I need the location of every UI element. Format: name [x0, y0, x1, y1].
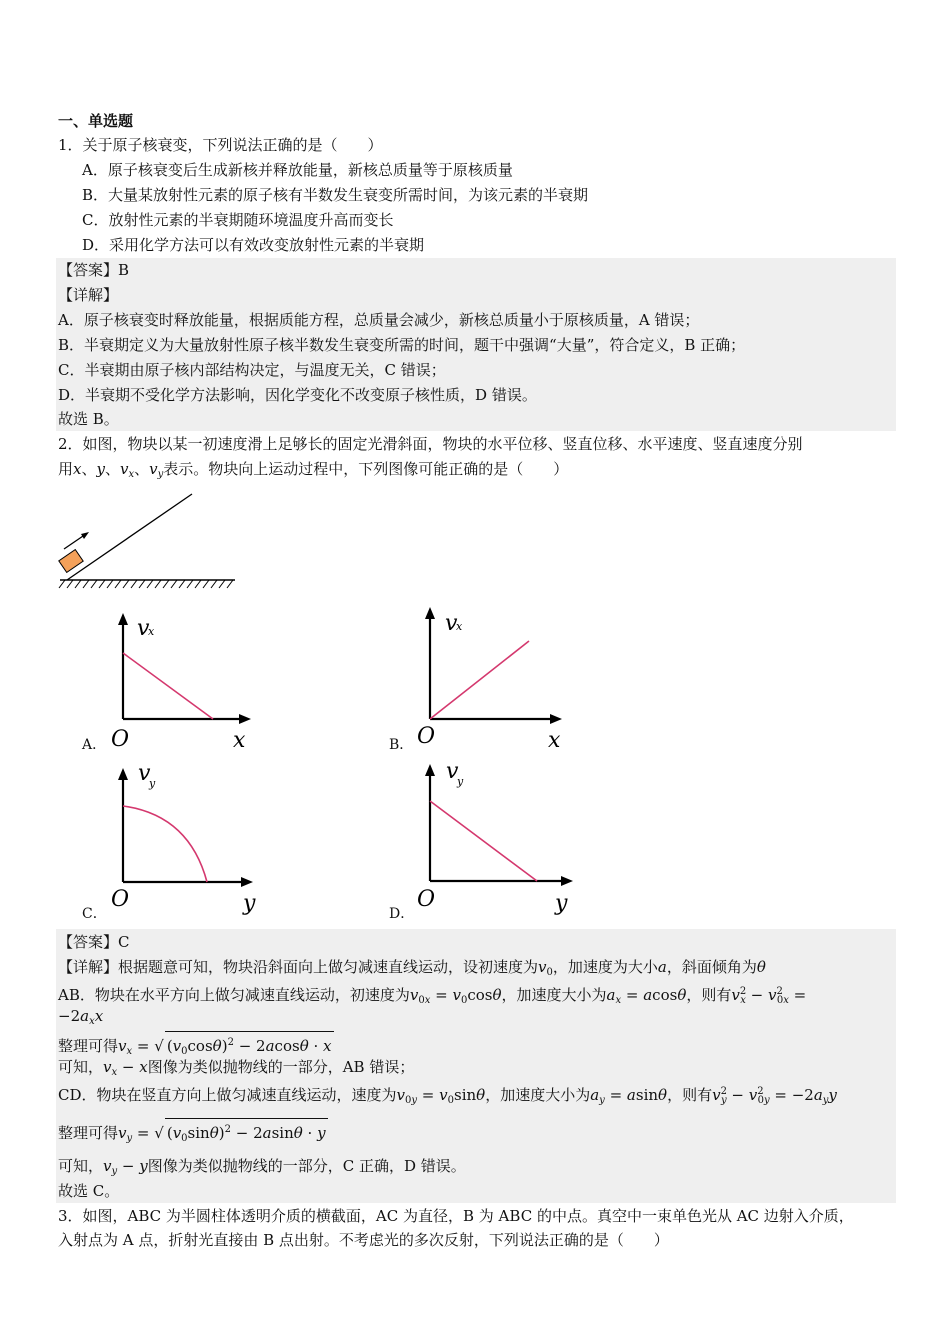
- graph-a-line: [123, 653, 213, 719]
- q2-cd-tidy: 整理可得$v_y$ = √ $(v_0\sin\theta)^2 - 2asin\theta \cdot y$: [58, 1118, 328, 1150]
- arrow-icon: [81, 532, 89, 539]
- q2-ab-tidy: 整理可得$v_x$ = √ $(v_0\cos\theta)^2 - 2acos\theta \cdot x$: [58, 1031, 334, 1063]
- graph-b-ysub: x: [456, 620, 463, 633]
- q2-stem-line1: 2．如图，物块以某一初速度滑上足够长的固定光滑斜面，物块的水平位移、竖直位移、水平速度、竖直速度分别: [58, 435, 803, 453]
- option-a-label[interactable]: A．: [82, 737, 107, 753]
- q2-answer: 【答案】C: [58, 933, 130, 951]
- graph-c-ysub: y: [149, 777, 156, 790]
- q3-line1: 3．如图，ABC 为半圆柱体透明介质的横截面，AC 为直径，B 为 ABC 的中点。真空中一束单色光从 AC 边射入介质，: [58, 1207, 854, 1225]
- q2-cd-line: CD．物块在竖直方向上做匀减速直线运动，速度为$v_{0y} = v_0\sin\theta$，加速度大小为$a_y = asin\theta$，则有$v^2_y - v^2_{0y} = -2a_yy$: [58, 1086, 837, 1106]
- incline-surface: [67, 494, 192, 580]
- graph-c-ylabel: v: [138, 761, 151, 786]
- q1-conclusion: 故选 B。: [58, 410, 119, 428]
- q1-detail-d: D．半衰期不受化学方法影响，因化学变化不改变原子核性质，D 错误。: [58, 386, 537, 404]
- sliding-block: [59, 550, 83, 573]
- graph-a-ylabel: v: [137, 616, 150, 641]
- graph-d-ylabel: v: [446, 759, 459, 784]
- graph-b-line: [430, 641, 529, 719]
- section-title: 一、单选题: [58, 112, 134, 130]
- graph-b-origin: O: [417, 724, 436, 749]
- q2-ab-line-cont: $-2a_xx$: [58, 1007, 104, 1027]
- graph-c-origin: O: [111, 887, 130, 912]
- graph-a-xlabel: x: [233, 728, 246, 753]
- option-d-label[interactable]: D．: [389, 906, 415, 922]
- q1-option-c[interactable]: C．放射性元素的半衰期随环境温度升高而变长: [82, 211, 394, 229]
- option-b-label[interactable]: B．: [389, 737, 414, 753]
- q1-option-a[interactable]: A．原子核衰变后生成新核并释放能量，新核总质量等于原核质量: [82, 161, 513, 179]
- graph-d-origin: O: [417, 887, 436, 912]
- graph-d[interactable]: [412, 760, 577, 920]
- q1-stem: 1．关于原子核衰变，下列说法正确的是（ ）: [58, 136, 383, 154]
- q1-option-d[interactable]: D．采用化学方法可以有效改变放射性元素的半衰期: [82, 236, 425, 254]
- graph-c-xlabel: y: [243, 891, 256, 916]
- q2-stem-line2: 用x、y、$v_x$、$v_y$表示。物块向上运动过程中，下列图像可能正确的是（ ）: [58, 460, 569, 480]
- q1-detail-c: C．半衰期由原子核内部结构决定，与温度无关，C 错误；: [58, 361, 446, 379]
- option-c-label[interactable]: C．: [82, 906, 107, 922]
- graph-d-ysub: y: [457, 775, 464, 788]
- q1-detail-b: B．半衰期定义为大量放射性原子核半数发生衰变所需的时间，题干中强调“大量”，符合定义，B 正确；: [58, 336, 746, 354]
- graph-b[interactable]: [412, 605, 577, 755]
- graph-a[interactable]: [105, 605, 265, 755]
- q2-ab-line: AB．物块在水平方向上做匀减速直线运动，初速度为$v_{0x} = v_0\cos\theta$，加速度大小为$a_x = acos\theta$，则有$v^2_x - v^2_{0x}$ =: [58, 986, 807, 1006]
- q3-line2: 入射点为 A 点，折射光直接由 B 点出射。不考虑光的多次反射，下列说法正确的是（ ）: [58, 1231, 669, 1249]
- q2-conclusion: 故选 C。: [58, 1182, 120, 1200]
- q1-detail-head: 【详解】: [58, 286, 119, 304]
- graph-c[interactable]: [105, 760, 265, 920]
- graph-a-origin: O: [111, 727, 130, 752]
- q2-detail-intro: 【详解】根据题意可知，物块沿斜面向上做匀减速直线运动，设初速度为$v_0$，加速度为大小a，斜面倾角为θ: [58, 958, 766, 978]
- q1-option-b[interactable]: B．大量某放射性元素的原子核有半数发生衰变所需时间，为该元素的半衰期: [82, 186, 589, 204]
- q1-answer: 【答案】B: [58, 261, 130, 279]
- q1-detail-a: A．原子核衰变时释放能量，根据质能方程，总质量会减少，新核总质量小于原核质量，A 错误；: [58, 311, 700, 329]
- q2-cd-know: 可知，$v_y - y$图像为类似抛物线的一部分，C 正确，D 错误。: [58, 1157, 466, 1177]
- graph-d-line: [430, 801, 537, 881]
- graph-b-ylabel: v: [445, 611, 458, 636]
- graph-d-xlabel: y: [555, 891, 568, 916]
- graph-b-xlabel: x: [548, 728, 561, 753]
- graph-c-curve: [123, 806, 207, 882]
- graph-a-ysub: x: [148, 625, 155, 638]
- incline-figure: [55, 490, 245, 595]
- q2-ab-know: 可知，$v_x - x$图像为类似抛物线的一部分，AB 错误；: [58, 1058, 415, 1078]
